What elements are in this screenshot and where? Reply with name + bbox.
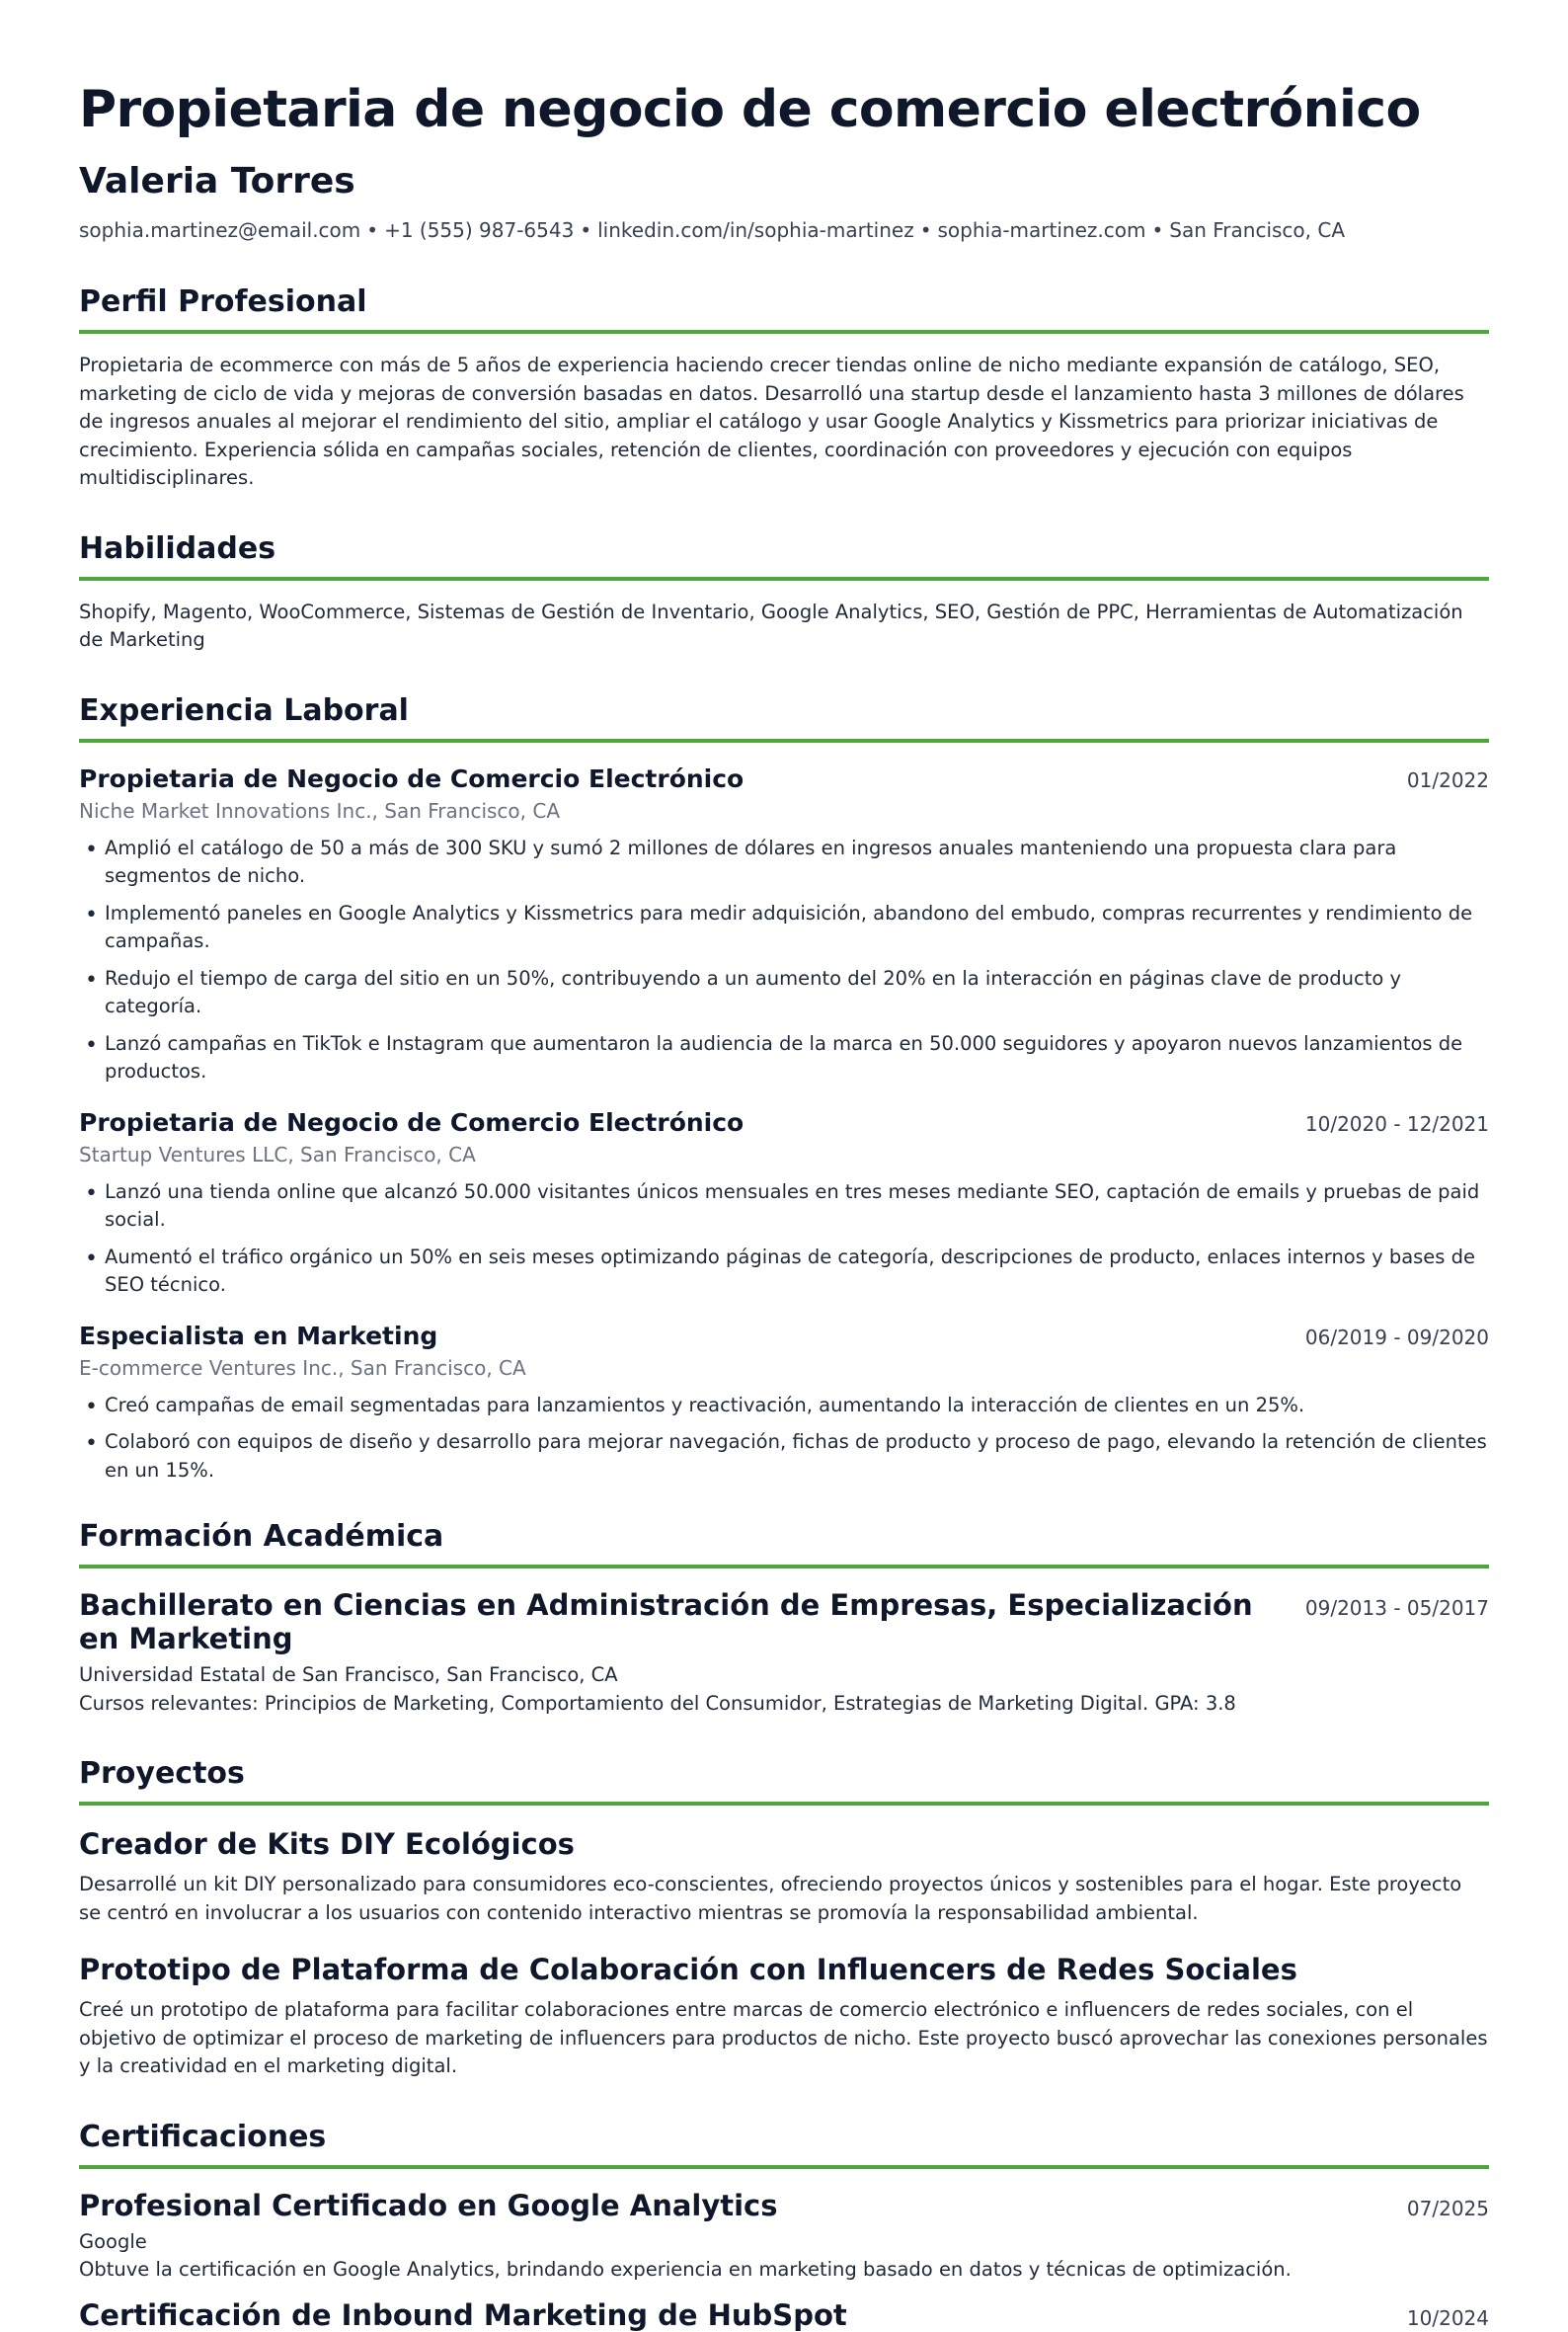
job-title: Propietaria de Negocio de Comercio Electrónico <box>79 764 745 793</box>
certification-issuer: Google <box>79 2229 147 2253</box>
projects-section <box>79 1757 1489 2081</box>
section-title-certifications: Certificaciones <box>79 2121 1489 2169</box>
profile-text: Propietaria de ecommerce con más de 5 años de experiencia haciendo crecer tiendas online de nicho mediante expansión de catálogo, SEO, marketing de ciclo de vida y mejoras de conversión basadas en datos. Desarrolló una startup desde el lanzamiento hasta 3 millones de dólares de ingresos anuales al mejorar el rendimiento del sitio, ampliar el catálogo y usar Google Analytics y Kissmetrics para priorizar iniciativas de crecimiento. Experiencia sólida en campañas sociales, retención de clientes, coordinación con proveedores y ejecución con equipos multidisciplinares. <box>79 354 1464 490</box>
job-entry <box>79 1108 1489 1300</box>
project-entry <box>79 1953 1489 2081</box>
skills-section <box>79 532 1489 655</box>
education-date: 09/2013 - 05/2017 <box>1304 1596 1489 1621</box>
job-company: Niche Market Innovations Inc., San Francisco, CA <box>79 798 561 823</box>
contact-email[interactable]: sophia.martinez@email.com <box>79 218 361 243</box>
section-title-experience: Experiencia Laboral <box>79 694 1489 743</box>
contact-linkedin[interactable]: linkedin.com/in/sophia-martinez <box>597 218 914 243</box>
job-bullet: • Aumentó el tráfico orgánico un 50% en seis meses optimizando páginas de categoría, descripciones de producto, enlaces internos y bases de SEO técnico. <box>79 1244 1489 1300</box>
certification-date: 10/2024 <box>1406 2305 1489 2330</box>
job-bullet: • Creó campañas de email segmentadas para lanzamientos y reactivación, aumentando la interacción de clientes en un 25%. <box>79 1392 1489 1420</box>
job-bullets <box>79 835 1489 1086</box>
project-description: Creé un prototipo de plataforma para facilitar colaboraciones entre marcas de comercio electrónico e influencers de redes sociales, con el objetivo de optimizar el proceso de marketing de influencers para productos de nicho. Este proyecto buscó aprovechar las conexiones personales y la creatividad en el marketing digital. <box>79 1998 1488 2078</box>
certification-description: Obtuve la certificación en Google Analytics, brindando experiencia en marketing basado en datos y técnicas de optimización. <box>79 2258 1292 2282</box>
job-date: 06/2019 - 09/2020 <box>1304 1325 1489 1349</box>
job-entry <box>79 764 1489 1086</box>
resume-headline: Propietaria de negocio de comercio electrónico <box>79 80 1421 139</box>
job-company: E-commerce Ventures Inc., San Francisco, CA <box>79 1355 526 1380</box>
contact-website[interactable]: sophia-martinez.com <box>937 218 1146 243</box>
contact-separator: • <box>1151 218 1164 243</box>
job-bullet: • Amplió el catálogo de 50 a más de 300 SKU y sumó 2 millones de dólares en ingresos anuales manteniendo una propuesta clara para segmentos de nicho. <box>79 835 1489 891</box>
job-bullet: • Colaboró con equipos de diseño y desarrollo para mejorar navegación, fichas de producto y proceso de pago, elevando la retención de clientes en un 15%. <box>79 1428 1489 1485</box>
education-courses: Cursos relevantes: Principios de Marketing, Comportamiento del Consumidor, Estrategias de Marketing Digital. GPA: 3.8 <box>79 1691 1236 1715</box>
job-bullet: • Implementó paneles en Google Analytics y Kissmetrics para medir adquisición, abandono del embudo, compras recurrentes y rendimiento de campañas. <box>79 900 1489 956</box>
job-bullets <box>79 1178 1489 1300</box>
education-degree: Bachillerato en Ciencias en Administración de Empresas, Especialización en Marketing <box>79 1588 1253 1656</box>
job-company: Startup Ventures LLC, San Francisco, CA <box>79 1142 476 1166</box>
certification-entry <box>79 2189 1489 2285</box>
contact-line <box>79 218 1489 242</box>
contact-separator: • <box>366 218 379 243</box>
section-title-skills: Habilidades <box>79 532 1489 581</box>
job-date: 10/2020 - 12/2021 <box>1304 1111 1489 1136</box>
certification-title: Certificación de Inbound Marketing de HubSpot <box>79 2297 847 2332</box>
job-entry <box>79 1322 1489 1486</box>
education-school: Universidad Estatal de San Francisco, San Francisco, CA <box>79 1663 618 1687</box>
profile-section <box>79 285 1489 493</box>
job-bullet: • Redujo el tiempo de carga del sitio en un 50%, contribuyendo a un aumento del 20% en la interacción en páginas clave de producto y categoría. <box>79 965 1489 1021</box>
skills-text: Shopify, Magento, WooCommerce, Sistemas de Gestión de Inventario, Google Analytics, SEO, Gestión de PPC, Herramientas de Automatización de Marketing <box>79 600 1463 652</box>
project-entry <box>79 1827 1489 1927</box>
certification-date: 07/2025 <box>1406 2196 1489 2220</box>
candidate-name: Valeria Torres <box>79 160 355 201</box>
certification-title: Profesional Certificado en Google Analytics <box>79 2188 778 2222</box>
education-section <box>79 1520 1489 1718</box>
job-bullet: • Lanzó campañas en TikTok e Instagram que aumentaron la audiencia de la marca en 50.000 seguidores y apoyaron nuevos lanzamientos de productos. <box>79 1030 1489 1086</box>
certification-entry <box>79 2298 1489 2332</box>
contact-separator: • <box>580 218 592 243</box>
contact-phone[interactable]: +1 (555) 987-6543 <box>384 218 575 243</box>
section-title-profile: Perfil Profesional <box>79 285 1489 334</box>
certifications-section <box>79 2121 1489 2332</box>
contact-location: San Francisco, CA <box>1169 218 1346 243</box>
job-bullet: • Lanzó una tienda online que alcanzó 50.000 visitantes únicos mensuales en tres meses mediante SEO, captación de emails y pruebas de paid social. <box>79 1178 1489 1235</box>
experience-section <box>79 694 1489 1486</box>
job-title: Especialista en Marketing <box>79 1321 438 1350</box>
section-title-projects: Proyectos <box>79 1757 1489 1806</box>
project-title: Creador de Kits DIY Ecológicos <box>79 1827 575 1862</box>
job-date: 01/2022 <box>1406 767 1489 792</box>
contact-separator: • <box>919 218 932 243</box>
job-title: Propietaria de Negocio de Comercio Electrónico <box>79 1107 745 1137</box>
project-description: Desarrollé un kit DIY personalizado para consumidores eco-conscientes, ofreciendo proyectos únicos y sostenibles para el hogar. Este proyecto se centró en involucrar a los usuarios con contenido interactivo mientras se promovía la responsabilidad ambiental. <box>79 1873 1462 1924</box>
project-title: Prototipo de Plataforma de Colaboración con Influencers de Redes Sociales <box>79 1953 1297 1987</box>
section-title-education: Formación Académica <box>79 1520 1489 1568</box>
job-bullets <box>79 1392 1489 1486</box>
